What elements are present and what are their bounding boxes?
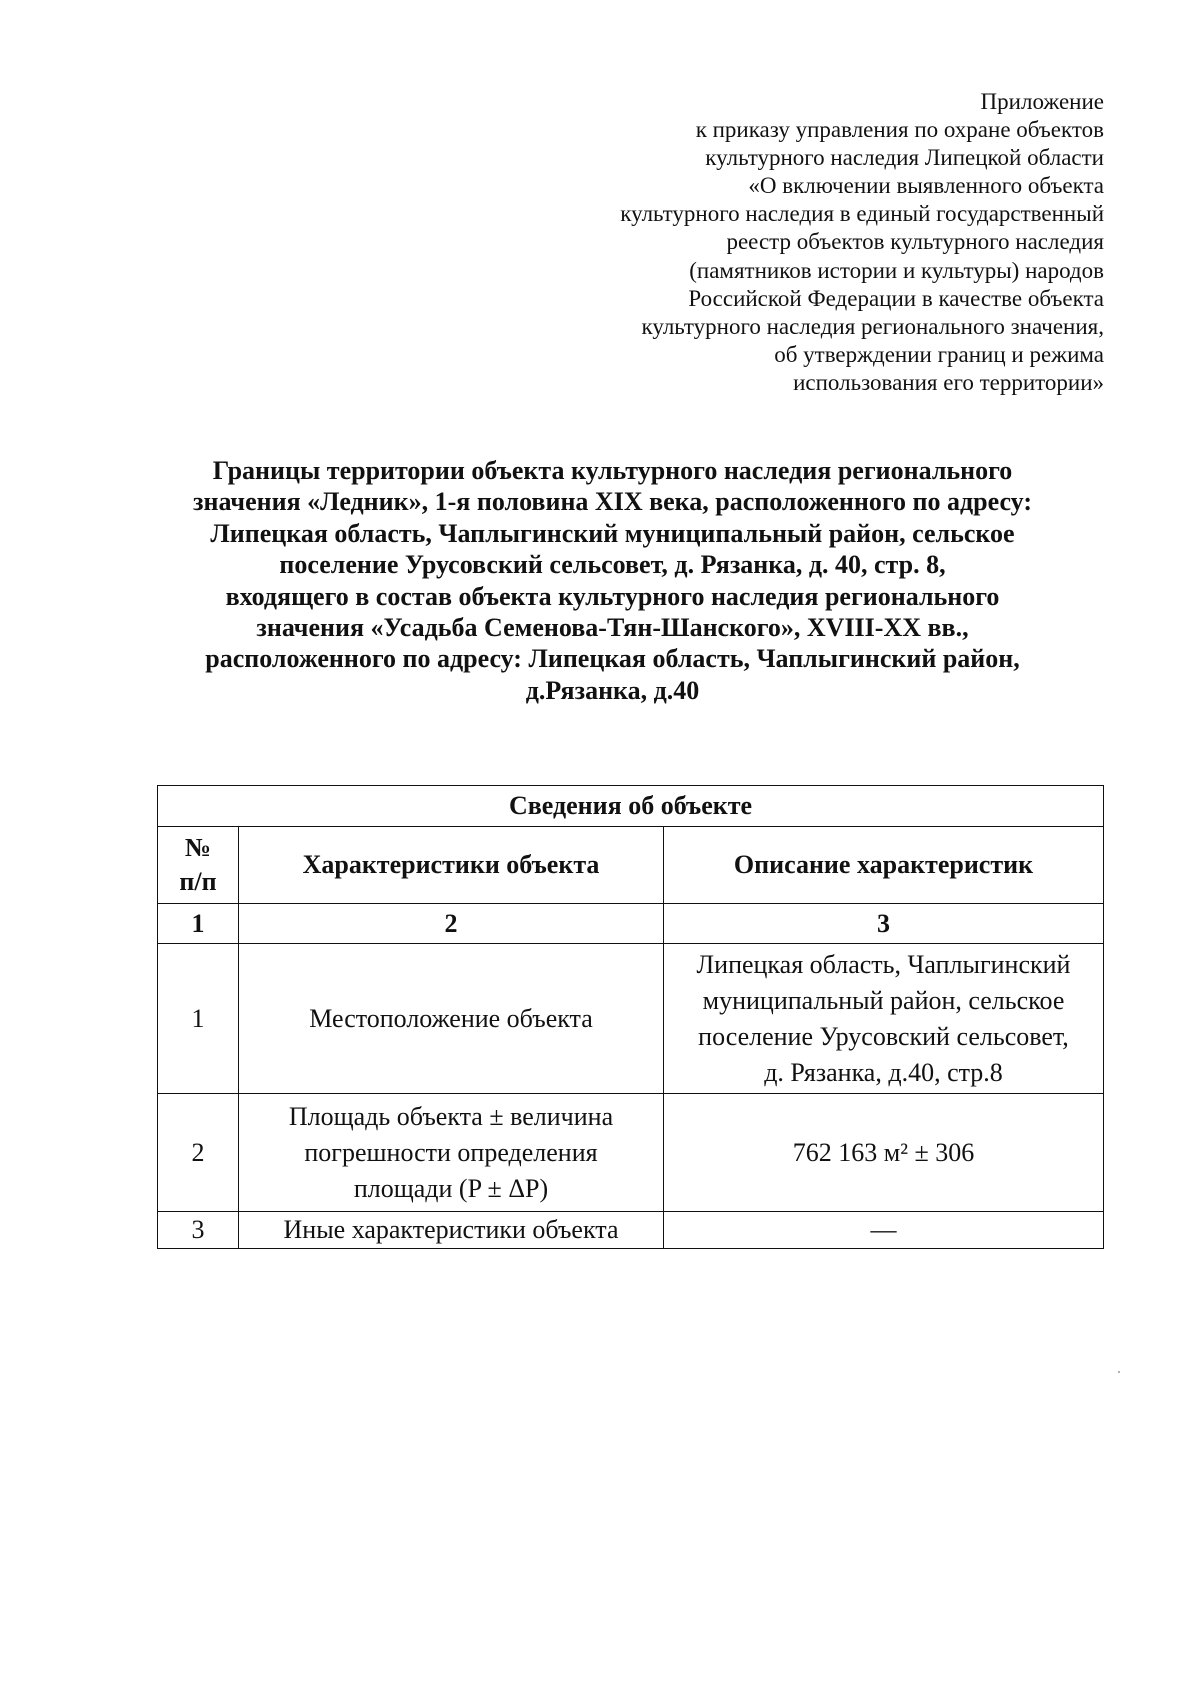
- appendix-line: Российской Федерации в качестве объекта: [688, 285, 1104, 311]
- characteristic-line: Местоположение объекта: [309, 1003, 593, 1033]
- column-number: 1: [158, 904, 239, 944]
- title-line: д.Рязанка, д.40: [525, 675, 700, 705]
- title-line: расположенного по адресу: Липецкая область, Чаплыгинский район,: [205, 644, 1020, 674]
- appendix-line: использования его территории»: [793, 369, 1104, 395]
- description-line: муниципальный район, сельское: [702, 985, 1065, 1015]
- table-caption: Сведения об объекте: [158, 786, 1104, 827]
- column-number: 3: [664, 904, 1104, 944]
- description-line: д. Рязанка, д.40, стр.8: [764, 1057, 1003, 1087]
- appendix-line: Приложение: [980, 89, 1104, 114]
- appendix-line: к приказу управления по охране объектов: [695, 117, 1104, 143]
- appendix-line: (памятников истории и культуры) народов: [689, 257, 1104, 283]
- row-description: [664, 1212, 1104, 1249]
- appendix-line: реестр объектов культурного наследия: [726, 229, 1104, 255]
- title-line: значения «Усадьба Семенова-Тян-Шанского», XVIII-XX вв.,: [256, 613, 969, 643]
- appendix-line: культурного наследия Липецкой области: [705, 145, 1104, 171]
- title-line: поселение Урусовский сельсовет, д. Рязанка, д. 40, стр. 8,: [279, 550, 946, 580]
- table-caption-row: [158, 786, 1104, 827]
- header-num-abbr: п/п: [179, 867, 217, 896]
- scan-speck: [1118, 1371, 1120, 1373]
- characteristic-line: площади (P ± ΔP): [353, 1173, 549, 1203]
- header-num: [158, 827, 239, 904]
- row-description: [664, 944, 1104, 1094]
- characteristic-line: погрешности определения: [304, 1137, 598, 1167]
- characteristic-line: Площадь объекта ± величина: [288, 1101, 614, 1131]
- description-line: поселение Урусовский сельсовет,: [698, 1021, 1069, 1051]
- header-characteristics: Характеристики объекта: [239, 827, 664, 904]
- header-num-symbol: №: [184, 833, 212, 862]
- description-line: Липецкая область, Чаплыгинский: [696, 949, 1071, 979]
- title-line: Границы территории объекта культурного наследия регионального: [212, 456, 1013, 485]
- row-characteristic: [239, 1212, 664, 1249]
- row-description: [664, 1094, 1104, 1212]
- appendix-line: «О включении выявленного объекта: [748, 173, 1104, 199]
- table-row: [158, 1094, 1104, 1212]
- row-number: 1: [158, 944, 239, 1094]
- table-header-row: [158, 827, 1104, 904]
- description-line: —: [870, 1215, 897, 1244]
- appendix-line: об утверждении границ и режима: [774, 341, 1104, 367]
- object-info-table: [157, 785, 1104, 1249]
- title-line: Липецкая область, Чаплыгинский муниципальный район, сельское: [210, 518, 1015, 548]
- column-number-row: [158, 904, 1104, 944]
- appendix-line: культурного наследия регионального значения,: [641, 313, 1104, 339]
- appendix-header: [620, 88, 1104, 397]
- row-characteristic: [239, 944, 664, 1094]
- column-number: 2: [239, 904, 664, 944]
- title-line: значения «Ледник», 1-я половина XIX века, расположенного по адресу:: [193, 487, 1032, 517]
- appendix-line: культурного наследия в единый государственный: [620, 201, 1104, 227]
- row-number: 3: [158, 1212, 239, 1249]
- characteristic-line: Иные характеристики объекта: [283, 1215, 619, 1244]
- header-description: Описание характеристик: [664, 827, 1104, 904]
- title-line: входящего в состав объекта культурного наследия регионального: [225, 581, 1000, 611]
- description-line: 762 163 м² ± 306: [792, 1137, 975, 1167]
- table-row: [158, 944, 1104, 1094]
- row-characteristic: [239, 1094, 664, 1212]
- table-row: [158, 1212, 1104, 1249]
- row-number: 2: [158, 1094, 239, 1212]
- document-title: [150, 455, 1075, 706]
